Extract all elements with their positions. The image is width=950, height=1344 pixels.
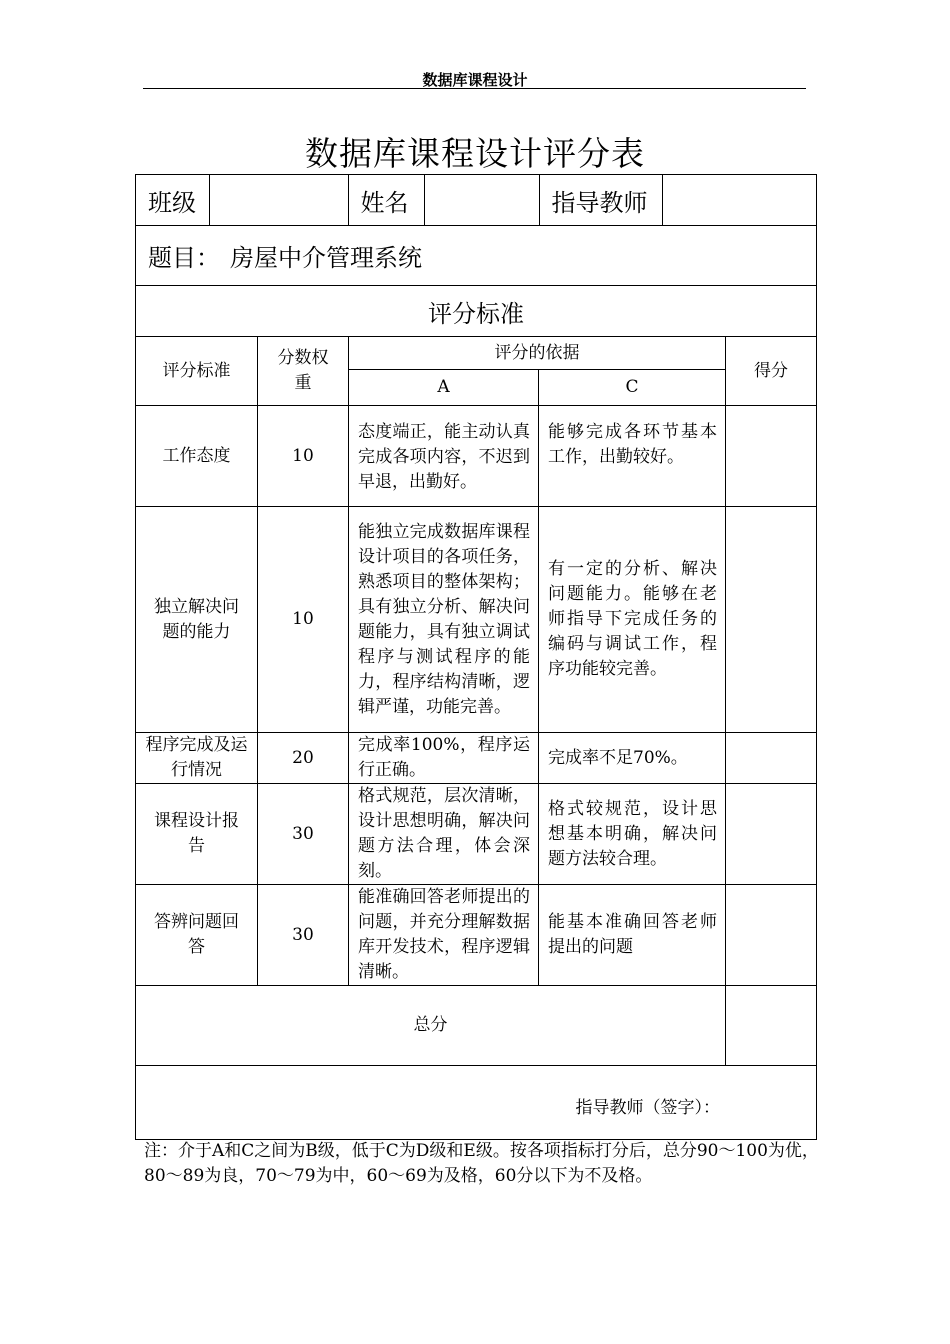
column-header-row [136,337,817,370]
signature-cell[interactable] [136,1066,817,1140]
student-name-field[interactable] [424,175,539,225]
grading-table [135,174,817,1140]
table-row [136,507,817,733]
signature-row [136,1066,817,1140]
score-header: 得分 [726,337,817,406]
student-name-label: 姓名 [348,175,424,225]
grade-a-cell: 格式规范，层次清晰，设计思想明确，解决问题方法合理，体会深刻。 [349,784,539,885]
grade-a-header: A [349,370,539,406]
criterion-cell: 课程设计报告 [136,784,258,885]
grade-c-cell: 有一定的分析、解决问题能力。能够在老师指导下完成任务的编码与调试工作，程序功能较完善。 [539,507,726,733]
info-row [136,175,817,226]
header-divider [143,88,806,89]
grade-c-cell: 格式较规范，设计思想基本明确，解决问题方法较合理。 [539,784,726,885]
total-label: 总分 [136,986,726,1066]
grade-c-header: C [539,370,726,406]
criterion-header: 评分标准 [136,337,258,406]
page-header: 数据库课程设计 [422,71,528,89]
class-field[interactable] [209,175,348,225]
total-score-cell[interactable] [726,986,817,1066]
criterion-cell: 答辨问题回答 [136,885,258,986]
section-title-row [136,286,817,337]
basis-header: 评分的依据 [349,337,726,370]
score-cell[interactable] [726,885,817,986]
topic-row [136,226,817,286]
topic-value: 房屋中介管理系统 [230,244,422,272]
grade-a-cell: 能独立完成数据库课程设计项目的各项任务，熟悉项目的整体架构；具有独立分析、解决问题能力，具有独立调试程序与测试程序的能力，程序结构清晰，逻辑严谨，功能完善。 [349,507,539,733]
section-title: 评分标准 [136,286,817,337]
teacher-field[interactable] [662,175,817,225]
grade-a-cell: 态度端正，能主动认真完成各项内容，不迟到早退，出勤好。 [349,406,539,507]
topic-label: 题目： [148,244,220,272]
grade-a-cell: 完成率100%，程序运行正确。 [349,733,539,784]
table-row [136,406,817,507]
teacher-label: 指导教师 [539,175,662,225]
weight-cell: 20 [258,733,349,784]
weight-header: 分数权重 [258,337,349,406]
criterion-cell: 独立解决问题的能力 [136,507,258,733]
score-cell[interactable] [726,733,817,784]
table-row [136,885,817,986]
weight-cell: 10 [258,507,349,733]
table-row [136,784,817,885]
criterion-cell: 工作态度 [136,406,258,507]
criterion-cell: 程序完成及运行情况 [136,733,258,784]
total-row [136,986,817,1066]
score-cell[interactable] [726,406,817,507]
weight-cell: 30 [258,784,349,885]
weight-cell: 30 [258,885,349,986]
score-cell[interactable] [726,507,817,733]
class-label: 班级 [136,175,209,225]
weight-cell: 10 [258,406,349,507]
grade-a-cell: 能准确回答老师提出的问题，并充分理解数据库开发技术，程序逻辑清晰。 [349,885,539,986]
signature-label: 指导教师（签字）： [575,1098,720,1118]
page-title: 数据库课程设计评分表 [305,134,645,173]
grade-c-cell: 完成率不足70%。 [539,733,726,784]
grade-c-cell: 能够完成各环节基本工作，出勤较好。 [539,406,726,507]
grading-note: 注：介于A和C之间为B级，低于C为D级和E级。按各项指标打分后，总分90～100为优，80～89为良，70～79为中，60～69为及格，60分以下为不及格。 [144,1141,819,1186]
table-row [136,733,817,784]
grade-c-cell: 能基本准确回答老师提出的问题 [539,885,726,986]
score-cell[interactable] [726,784,817,885]
